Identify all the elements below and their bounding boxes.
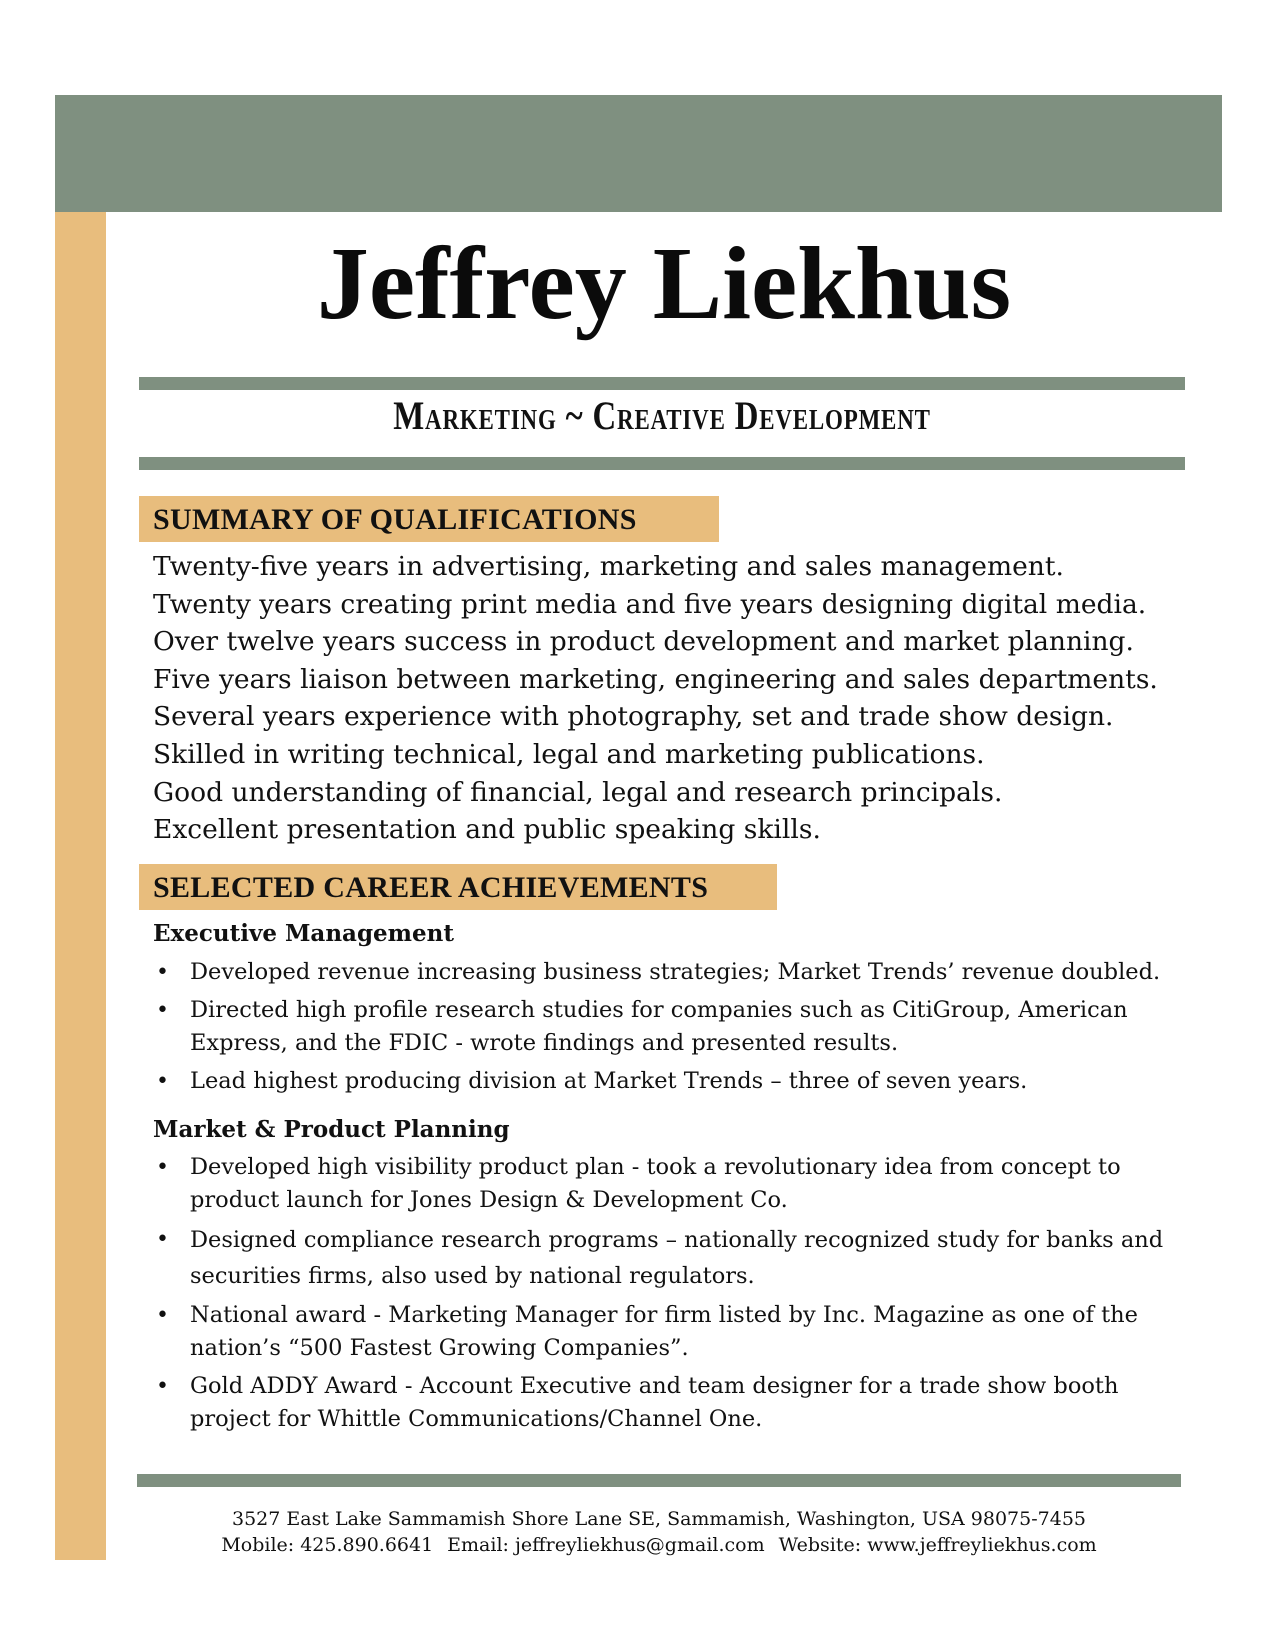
contact-footer	[137, 1506, 1181, 1558]
qualification-item: Several years experience with photography, set and trade show design.	[153, 701, 1114, 733]
market-achievements-list	[153, 1151, 1183, 1441]
achievement-item	[153, 956, 1183, 989]
achievement-text: Lead highest producing division at Market Trends – three of seven years.	[190, 1068, 1028, 1094]
side-accent-bar	[55, 212, 106, 1560]
achievement-item	[153, 1151, 1183, 1217]
achievement-text: National award - Marketing Manager for firm listed by Inc. Magazine as one of the nation’s “500 Fastest Growing Companies”.	[190, 1302, 1138, 1361]
bullet-icon: •	[156, 1227, 169, 1252]
qualification-item: Excellent presentation and public speaking skills.	[153, 814, 821, 846]
achievement-text: Directed high profile research studies for companies such as CitiGroup, American Express, and the FDIC - wrote findings and presented results.	[190, 997, 1128, 1056]
achievement-text: Developed high visibility product plan - took a revolutionary idea from concept to product launch for Jones Design & Development Co.	[190, 1154, 1121, 1213]
achievement-item	[153, 1065, 1183, 1098]
contact-mobile: Mobile: 425.890.6641	[221, 1534, 434, 1556]
contact-line	[137, 1532, 1181, 1558]
qualification-item: Good understanding of financial, legal and research principals.	[153, 776, 1003, 808]
achievement-item	[153, 1222, 1183, 1294]
executive-achievements-list	[153, 956, 1183, 1103]
qualifications-list	[153, 548, 1213, 849]
achievement-item	[153, 994, 1183, 1060]
executive-management-heading: Executive Management	[153, 920, 454, 947]
qualification-item: Twenty years creating print media and five years designing digital media.	[153, 588, 1147, 620]
achievements-heading: SELECTED CAREER ACHIEVEMENTS	[139, 864, 777, 910]
bullet-icon: •	[156, 1303, 169, 1328]
divider-top	[139, 377, 1185, 390]
divider-bottom	[137, 1474, 1181, 1487]
bullet-icon: •	[156, 1374, 169, 1399]
bullet-icon: •	[156, 998, 169, 1023]
candidate-name: Jeffrey Liekhus	[316, 226, 1012, 341]
contact-email[interactable]: Email: jeffreyliekhus@gmail.com	[447, 1534, 765, 1556]
qualification-item: Over twelve years success in product development and market planning.	[153, 626, 1134, 658]
header-band	[55, 95, 1222, 212]
qualification-item: Five years liaison between marketing, engineering and sales departments.	[153, 663, 1158, 695]
market-planning-heading: Market & Product Planning	[153, 1116, 510, 1143]
achievement-text: Designed compliance research programs – nationally recognized study for banks and securities firms, also used by national regulators.	[190, 1227, 1164, 1289]
qualification-item: Twenty-five years in advertising, marketing and sales management.	[153, 551, 1064, 582]
divider-middle	[139, 457, 1185, 470]
contact-website[interactable]: Website: www.jeffreyliekhus.com	[778, 1534, 1097, 1556]
qualification-item: Skilled in writing technical, legal and marketing publications.	[153, 738, 985, 770]
achievement-text: Gold ADDY Award - Account Executive and team designer for a trade show booth project for Whittle Communications/Channel One.	[190, 1373, 1119, 1432]
achievement-item	[153, 1299, 1183, 1365]
professional-tagline: Marketing ~ Creative Development	[393, 393, 931, 438]
summary-heading: SUMMARY OF QUALIFICATIONS	[139, 496, 719, 542]
bullet-icon: •	[156, 1069, 169, 1094]
achievement-item	[153, 1370, 1183, 1436]
bullet-icon: •	[156, 960, 169, 985]
achievement-text: Developed revenue increasing business strategies; Market Trends’ revenue doubled.	[190, 959, 1161, 985]
bullet-icon: •	[156, 1155, 169, 1180]
contact-address: 3527 East Lake Sammamish Shore Lane SE, Sammamish, Washington, USA 98075-7455	[232, 1508, 1086, 1530]
